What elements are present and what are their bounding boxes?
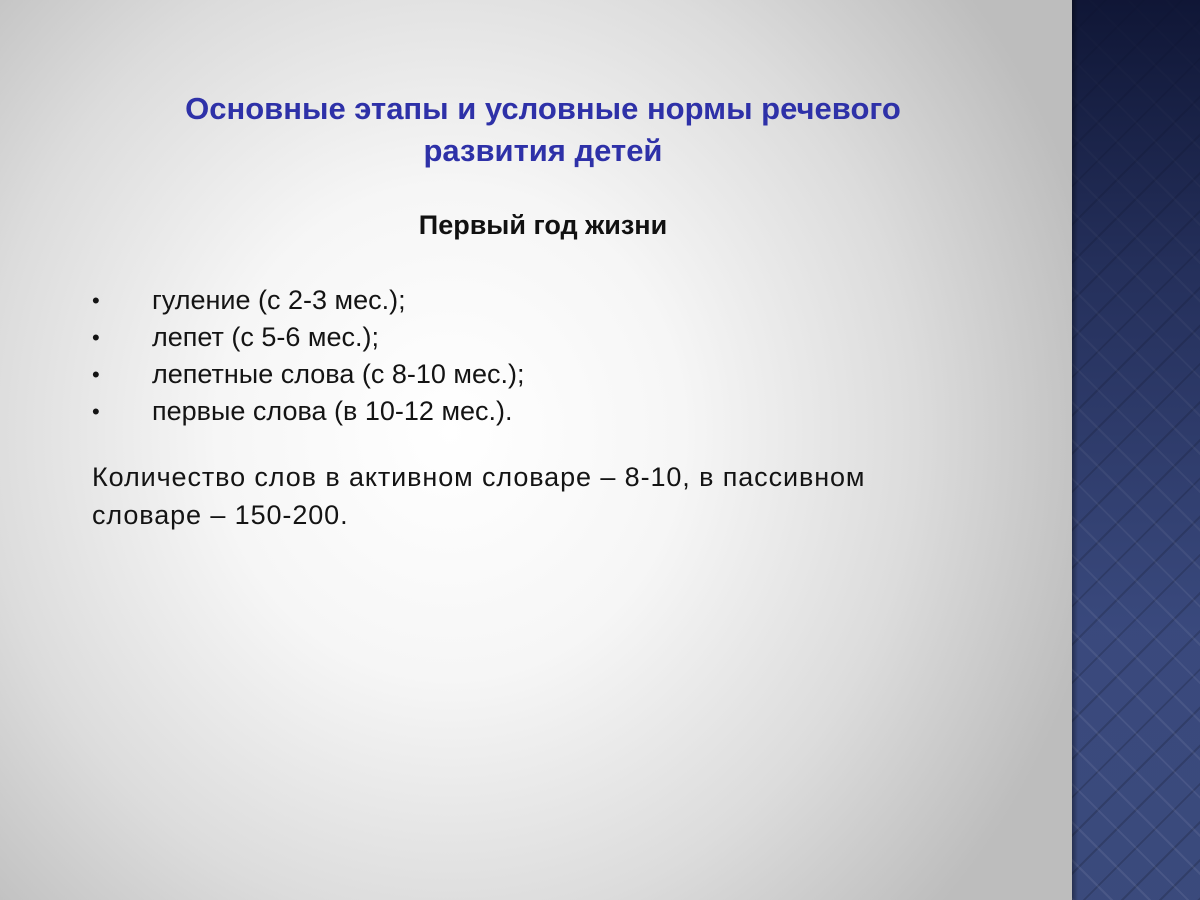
section-subtitle: Первый год жизни [418,210,668,240]
milestones-list [92,282,992,430]
list-item-text: гуление (с 2-3 мес.); [152,285,406,315]
list-item-text: лепетные слова (с 8-10 мес.); [152,359,525,389]
slide-title-line-2: развития детей [423,133,663,168]
list-item [92,319,992,356]
slide-title-line-1: Основные этапы и условные нормы речевого [185,91,901,126]
vocabulary-summary-line-1: Количество слов в активном словаре – 8-10, в пассивном [92,462,866,492]
bullet-icon: • [92,325,100,350]
bullet-icon: • [92,362,100,387]
list-item-text: первые слова (в 10-12 мес.). [152,396,513,426]
list-item [92,393,992,430]
list-item [92,282,992,319]
vocabulary-summary [92,458,1012,534]
list-item-text: лепет (с 5-6 мес.); [152,322,379,352]
list-item [92,356,992,393]
side-band-shadow [1072,0,1078,900]
bullet-icon: • [92,288,100,313]
vocabulary-summary-line-2: словаре – 150-200. [92,500,349,530]
decorative-side-band [1072,0,1200,900]
bullet-icon: • [92,399,100,424]
slide-title [110,88,976,172]
